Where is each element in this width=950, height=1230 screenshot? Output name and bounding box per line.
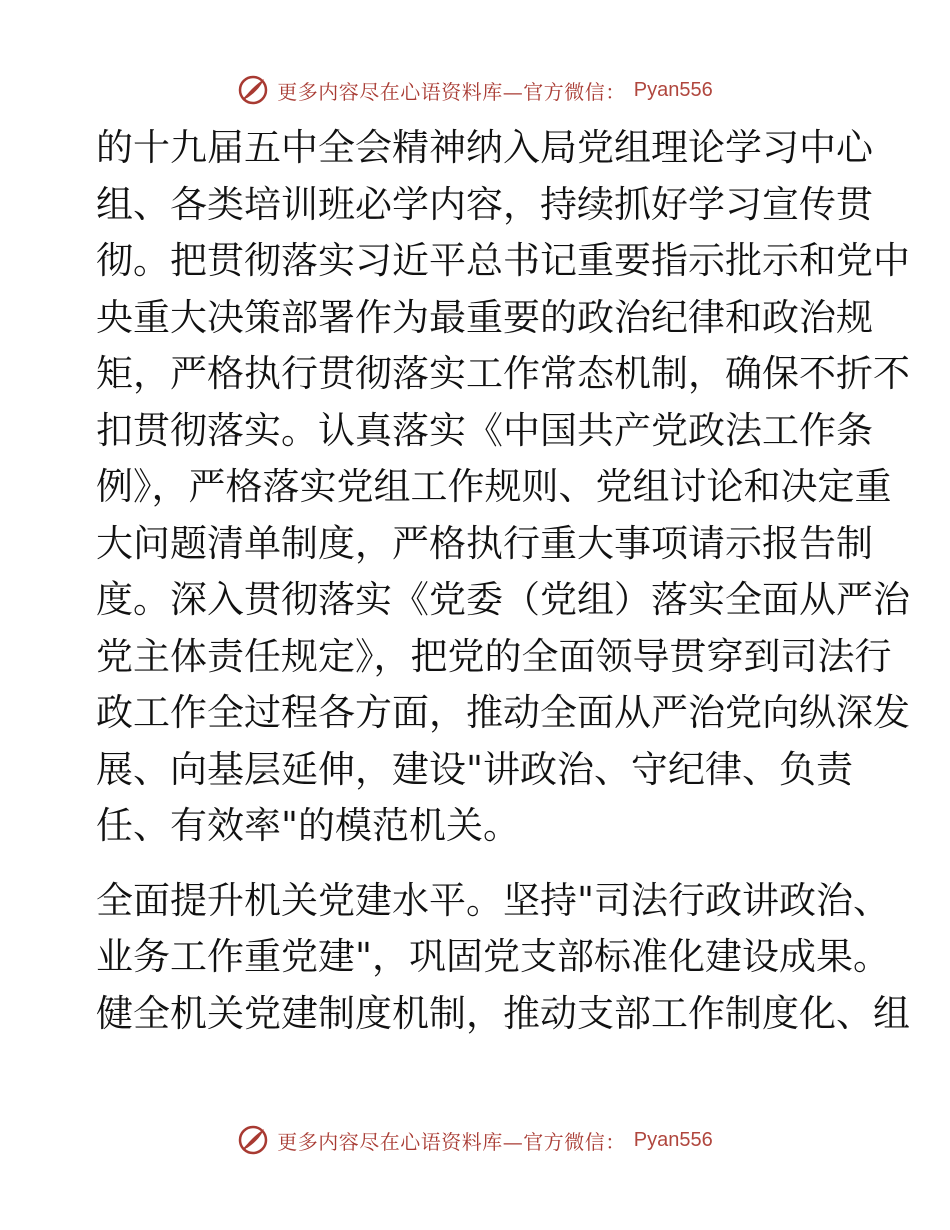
text-line: 彻。把贯彻落实习近平总书记重要指示批示和党中 — [96, 239, 910, 282]
paragraph-2 — [96, 873, 910, 1043]
banner-text: 更多内容尽在心语资料库—官方微信： — [277, 1129, 626, 1154]
text-line: 展、向基层延伸，建设"讲政治、守纪律、负责 — [96, 747, 854, 791]
text-line: 例》，严格落实党组工作规则、党组讨论和决定重 — [96, 465, 892, 508]
banner-account: Pyan556 — [633, 78, 713, 101]
text-line: 的十九届五中全会精神纳入局党组理论学习中心 — [96, 126, 873, 169]
document-body — [96, 120, 910, 1042]
paragraph-1 — [96, 120, 910, 855]
text-line: 业务工作重党建"，巩固党支部标准化建设成果。 — [96, 935, 891, 978]
text-line: 度。深入贯彻落实《党委（党组）落实全面从严治 — [96, 578, 910, 621]
text-line: 大问题清单制度，严格执行重大事项请示报告制 — [96, 521, 873, 565]
text-line: 扣贯彻落实。认真落实《中国共产党政法工作条 — [96, 408, 873, 452]
text-line: 党主体责任规定》，把党的全面领导贯穿到司法行 — [96, 634, 892, 678]
text-line: 政工作全过程各方面，推动全面从严治党向纵深发 — [96, 691, 910, 734]
text-line: 组、各类培训班必学内容，持续抓好学习宣传贯 — [96, 182, 873, 226]
banner-text: 更多内容尽在心语资料库—官方微信： — [277, 79, 626, 104]
text-line: 健全机关党建制度机制，推动支部工作制度化、组 — [96, 991, 910, 1035]
text-line: 全面提升机关党建水平。坚持"司法行政讲政治、 — [96, 878, 891, 922]
quill-pen-logo-icon — [237, 1124, 269, 1156]
header-banner — [0, 70, 950, 110]
text-line: 央重大决策部署作为最重要的政治纪律和政治规 — [96, 295, 873, 339]
text-line: 矩，严格执行贯彻落实工作常态机制，确保不折不 — [96, 352, 910, 395]
banner-account: Pyan556 — [633, 1128, 713, 1151]
quill-pen-logo-icon — [237, 74, 269, 106]
footer-banner — [0, 1120, 950, 1160]
text-line: 任、有效率"的模范机关。 — [96, 804, 521, 847]
